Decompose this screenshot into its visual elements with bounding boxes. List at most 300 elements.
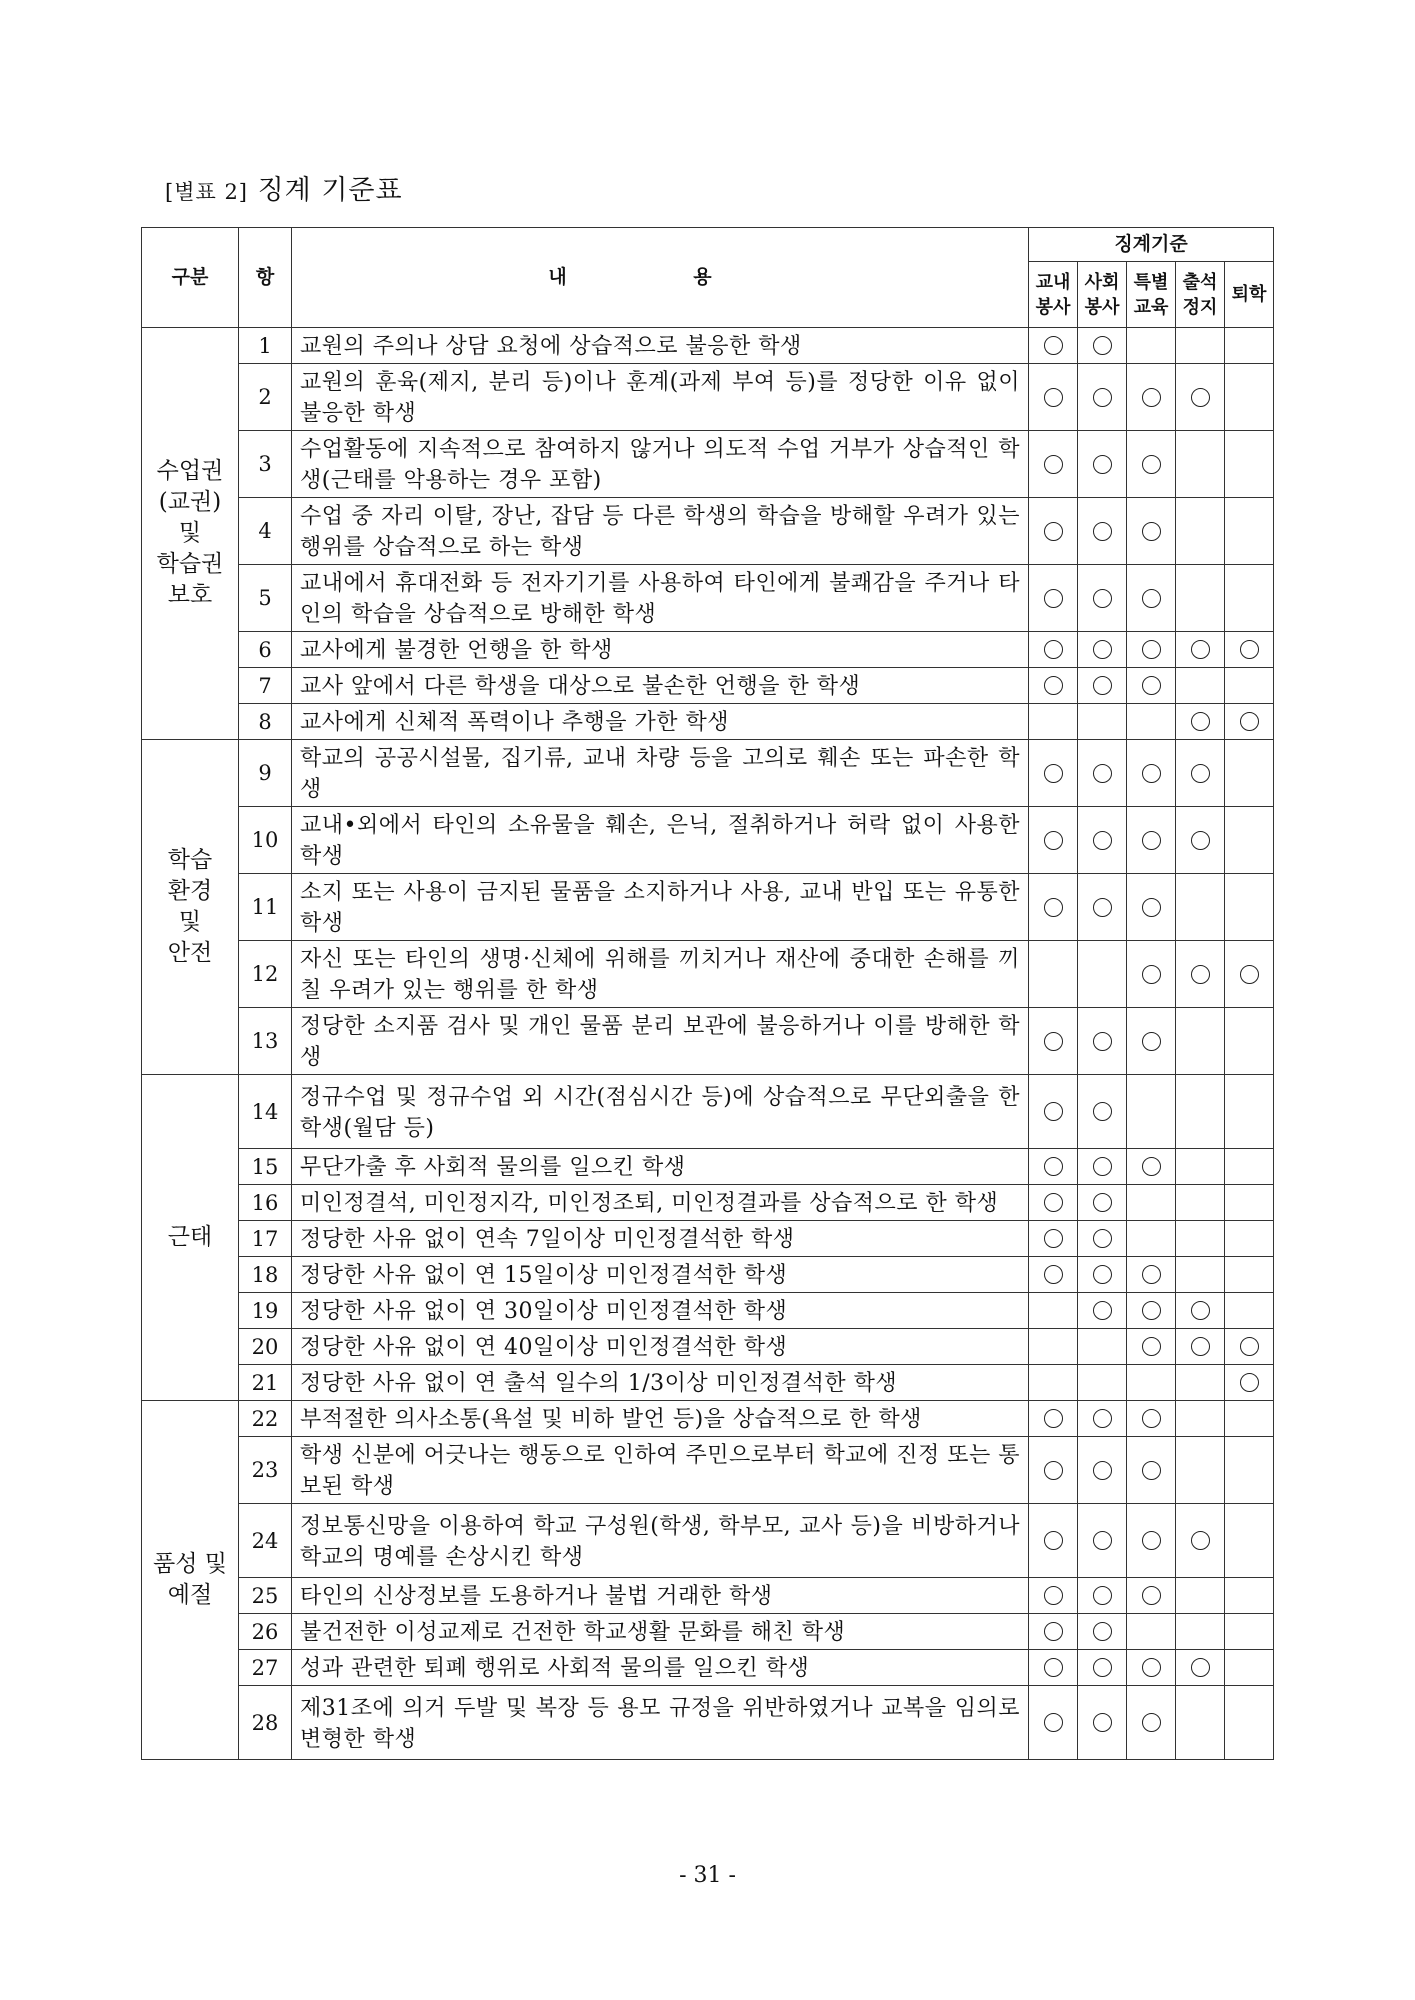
criteria-mark-cell — [1225, 1614, 1274, 1650]
criteria-mark-cell — [1078, 364, 1127, 431]
circle-mark-icon — [1044, 640, 1063, 659]
table-row — [142, 1149, 1274, 1185]
criteria-mark-cell — [1176, 1504, 1225, 1578]
item-number: 2 — [239, 364, 292, 431]
item-number: 10 — [239, 807, 292, 874]
criteria-mark-cell — [1225, 1221, 1274, 1257]
table-row — [142, 1185, 1274, 1221]
header-category: 구분 — [142, 228, 239, 328]
criteria-mark-cell — [1078, 328, 1127, 364]
criteria-mark-cell — [1029, 807, 1078, 874]
criteria-mark-cell — [1225, 1686, 1274, 1760]
circle-mark-icon — [1142, 1461, 1161, 1480]
criteria-mark-cell — [1176, 565, 1225, 632]
circle-mark-icon — [1191, 1531, 1210, 1550]
criteria-mark-cell — [1127, 1075, 1176, 1149]
criteria-mark-cell — [1029, 1401, 1078, 1437]
criteria-mark-cell — [1225, 1401, 1274, 1437]
criteria-mark-cell — [1225, 364, 1274, 431]
circle-mark-icon — [1044, 1461, 1063, 1480]
circle-mark-icon — [1044, 1622, 1063, 1641]
criteria-mark-cell — [1029, 1293, 1078, 1329]
criteria-mark-cell — [1225, 431, 1274, 498]
item-content: 수업 중 자리 이탈, 장난, 잡담 등 다른 학생의 학습을 방해할 우려가 있는 행위를 상습적으로 하는 학생 — [292, 498, 1029, 565]
criteria-mark-cell — [1029, 1650, 1078, 1686]
table-row — [142, 328, 1274, 364]
criteria-mark-cell — [1225, 874, 1274, 941]
criteria-mark-cell — [1127, 364, 1176, 431]
circle-mark-icon — [1093, 1157, 1112, 1176]
circle-mark-icon — [1142, 522, 1161, 541]
circle-mark-icon — [1093, 898, 1112, 917]
circle-mark-icon — [1142, 1586, 1161, 1605]
item-content: 교사에게 불경한 언행을 한 학생 — [292, 632, 1029, 668]
item-number: 3 — [239, 431, 292, 498]
circle-mark-icon — [1093, 336, 1112, 355]
item-number: 28 — [239, 1686, 292, 1760]
circle-mark-icon — [1093, 522, 1112, 541]
header-col-part: 봉사 — [1084, 296, 1120, 318]
item-content: 정당한 사유 없이 연속 7일이상 미인정결석한 학생 — [292, 1221, 1029, 1257]
criteria-mark-cell — [1225, 1650, 1274, 1686]
header-col-part: 퇴학 — [1231, 284, 1267, 305]
criteria-mark-cell — [1078, 632, 1127, 668]
criteria-mark-cell — [1078, 498, 1127, 565]
circle-mark-icon — [1142, 1409, 1161, 1428]
criteria-mark-cell — [1127, 1437, 1176, 1504]
circle-mark-icon — [1093, 640, 1112, 659]
item-number: 5 — [239, 565, 292, 632]
header-col-3 — [1127, 262, 1176, 328]
item-content: 교사에게 신체적 폭력이나 추행을 가한 학생 — [292, 704, 1029, 740]
circle-mark-icon — [1044, 1157, 1063, 1176]
category-line: 수업권 — [156, 458, 224, 484]
header-criteria: 징계기준 — [1029, 228, 1274, 262]
criteria-mark-cell — [1078, 1149, 1127, 1185]
circle-mark-icon — [1044, 1229, 1063, 1248]
criteria-mark-cell — [1127, 1008, 1176, 1075]
criteria-mark-cell — [1078, 1650, 1127, 1686]
criteria-mark-cell — [1078, 1401, 1127, 1437]
criteria-mark-cell — [1225, 632, 1274, 668]
criteria-mark-cell — [1029, 565, 1078, 632]
criteria-mark-cell — [1127, 807, 1176, 874]
criteria-mark-cell — [1176, 941, 1225, 1008]
item-content: 정규수업 및 정규수업 외 시간(점심시간 등)에 상습적으로 무단외출을 한 학생(월담 등) — [292, 1075, 1029, 1149]
item-content: 교원의 주의나 상담 요청에 상습적으로 불응한 학생 — [292, 328, 1029, 364]
table-row — [142, 1008, 1274, 1075]
criteria-mark-cell — [1029, 941, 1078, 1008]
criteria-mark-cell — [1225, 807, 1274, 874]
discipline-criteria-table — [141, 227, 1274, 1760]
circle-mark-icon — [1142, 764, 1161, 783]
item-content: 학교의 공공시설물, 집기류, 교내 차량 등을 고의로 훼손 또는 파손한 학생 — [292, 740, 1029, 807]
criteria-mark-cell — [1078, 1365, 1127, 1401]
circle-mark-icon — [1191, 388, 1210, 407]
circle-mark-icon — [1093, 1193, 1112, 1212]
circle-mark-icon — [1142, 1531, 1161, 1550]
table-row — [142, 941, 1274, 1008]
criteria-mark-cell — [1127, 1401, 1176, 1437]
circle-mark-icon — [1044, 388, 1063, 407]
item-content: 정보통신망을 이용하여 학교 구성원(학생, 학부모, 교사 등)을 비방하거나 학교의 명예를 손상시킨 학생 — [292, 1504, 1029, 1578]
table-row — [142, 1504, 1274, 1578]
circle-mark-icon — [1142, 676, 1161, 695]
criteria-mark-cell — [1078, 1185, 1127, 1221]
item-number: 4 — [239, 498, 292, 565]
criteria-mark-cell — [1176, 431, 1225, 498]
criteria-mark-cell — [1078, 1008, 1127, 1075]
header-col-part: 교육 — [1133, 296, 1169, 318]
circle-mark-icon — [1191, 640, 1210, 659]
circle-mark-icon — [1044, 1032, 1063, 1051]
header-col-part: 봉사 — [1035, 296, 1071, 318]
criteria-mark-cell — [1176, 1401, 1225, 1437]
criteria-mark-cell — [1078, 704, 1127, 740]
criteria-mark-cell — [1029, 431, 1078, 498]
circle-mark-icon — [1093, 831, 1112, 850]
category-line: (교권) — [158, 489, 222, 515]
item-content: 부적절한 의사소통(욕설 및 비하 발언 등)을 상습적으로 한 학생 — [292, 1401, 1029, 1437]
circle-mark-icon — [1093, 455, 1112, 474]
circle-mark-icon — [1093, 1586, 1112, 1605]
criteria-mark-cell — [1078, 1257, 1127, 1293]
criteria-mark-cell — [1176, 1650, 1225, 1686]
header-col-part: 사회 — [1084, 271, 1120, 293]
circle-mark-icon — [1240, 1337, 1259, 1356]
criteria-mark-cell — [1127, 328, 1176, 364]
item-number: 27 — [239, 1650, 292, 1686]
criteria-mark-cell — [1225, 1185, 1274, 1221]
criteria-mark-cell — [1176, 364, 1225, 431]
criteria-mark-cell — [1127, 874, 1176, 941]
circle-mark-icon — [1191, 764, 1210, 783]
circle-mark-icon — [1044, 1265, 1063, 1284]
criteria-mark-cell — [1225, 565, 1274, 632]
table-row — [142, 1650, 1274, 1686]
criteria-mark-cell — [1127, 740, 1176, 807]
category-line: 및 — [178, 520, 202, 546]
item-number: 26 — [239, 1614, 292, 1650]
criteria-mark-cell — [1078, 1221, 1127, 1257]
criteria-mark-cell — [1078, 431, 1127, 498]
criteria-mark-cell — [1127, 498, 1176, 565]
table-row — [142, 1578, 1274, 1614]
category-line: 안전 — [167, 940, 213, 966]
criteria-mark-cell — [1127, 1149, 1176, 1185]
criteria-mark-cell — [1127, 431, 1176, 498]
circle-mark-icon — [1142, 1032, 1161, 1051]
criteria-mark-cell — [1029, 1578, 1078, 1614]
criteria-mark-cell — [1029, 1221, 1078, 1257]
category-cell — [142, 328, 239, 740]
criteria-mark-cell — [1078, 740, 1127, 807]
circle-mark-icon — [1191, 1658, 1210, 1677]
criteria-mark-cell — [1127, 668, 1176, 704]
table-row — [142, 632, 1274, 668]
item-content: 교사 앞에서 다른 학생을 대상으로 불손한 언행을 한 학생 — [292, 668, 1029, 704]
header-item: 항 — [239, 228, 292, 328]
category-line: 보호 — [167, 582, 213, 608]
header-col-1 — [1029, 262, 1078, 328]
circle-mark-icon — [1093, 1301, 1112, 1320]
criteria-mark-cell — [1176, 498, 1225, 565]
circle-mark-icon — [1142, 1157, 1161, 1176]
criteria-mark-cell — [1225, 1365, 1274, 1401]
circle-mark-icon — [1240, 965, 1259, 984]
circle-mark-icon — [1093, 1658, 1112, 1677]
criteria-mark-cell — [1078, 1686, 1127, 1760]
item-number: 19 — [239, 1293, 292, 1329]
circle-mark-icon — [1093, 1265, 1112, 1284]
criteria-mark-cell — [1176, 740, 1225, 807]
circle-mark-icon — [1044, 1409, 1063, 1428]
item-number: 17 — [239, 1221, 292, 1257]
circle-mark-icon — [1142, 1301, 1161, 1320]
item-number: 22 — [239, 1401, 292, 1437]
item-number: 9 — [239, 740, 292, 807]
item-number: 18 — [239, 1257, 292, 1293]
table-row — [142, 1293, 1274, 1329]
criteria-mark-cell — [1127, 1650, 1176, 1686]
criteria-mark-cell — [1029, 498, 1078, 565]
criteria-mark-cell — [1225, 668, 1274, 704]
table-row — [142, 1686, 1274, 1760]
table-row — [142, 874, 1274, 941]
circle-mark-icon — [1240, 1373, 1259, 1392]
criteria-mark-cell — [1127, 565, 1176, 632]
criteria-mark-cell — [1225, 1008, 1274, 1075]
criteria-mark-cell — [1176, 1365, 1225, 1401]
criteria-mark-cell — [1176, 1686, 1225, 1760]
criteria-mark-cell — [1127, 1504, 1176, 1578]
circle-mark-icon — [1093, 1102, 1112, 1121]
circle-mark-icon — [1142, 1713, 1161, 1732]
circle-mark-icon — [1142, 898, 1161, 917]
header-col-2 — [1078, 262, 1127, 328]
criteria-mark-cell — [1176, 668, 1225, 704]
circle-mark-icon — [1044, 1658, 1063, 1677]
category-line: 환경 — [167, 878, 213, 904]
criteria-mark-cell — [1176, 874, 1225, 941]
header-col-part: 교내 — [1035, 271, 1071, 293]
category-line: 학습 — [167, 847, 213, 873]
table-row — [142, 1075, 1274, 1149]
criteria-mark-cell — [1176, 1008, 1225, 1075]
item-number: 16 — [239, 1185, 292, 1221]
criteria-mark-cell — [1078, 807, 1127, 874]
item-content: 교내에서 휴대전화 등 전자기기를 사용하여 타인에게 불쾌감을 주거나 타인의 학습을 상습적으로 방해한 학생 — [292, 565, 1029, 632]
item-content: 성과 관련한 퇴폐 행위로 사회적 물의를 일으킨 학생 — [292, 1650, 1029, 1686]
item-number: 7 — [239, 668, 292, 704]
item-content: 정당한 사유 없이 연 40일이상 미인정결석한 학생 — [292, 1329, 1029, 1365]
criteria-mark-cell — [1078, 1329, 1127, 1365]
criteria-mark-cell — [1029, 1257, 1078, 1293]
item-number: 25 — [239, 1578, 292, 1614]
header-col-part: 정지 — [1182, 296, 1218, 318]
criteria-mark-cell — [1176, 1257, 1225, 1293]
table-row — [142, 1257, 1274, 1293]
category-line: 예절 — [167, 1582, 213, 1608]
criteria-mark-cell — [1225, 941, 1274, 1008]
criteria-mark-cell — [1225, 498, 1274, 565]
item-content: 제31조에 의거 두발 및 복장 등 용모 규정을 위반하였거나 교복을 임의로 변형한 학생 — [292, 1686, 1029, 1760]
item-content: 무단가출 후 사회적 물의를 일으킨 학생 — [292, 1149, 1029, 1185]
circle-mark-icon — [1142, 831, 1161, 850]
criteria-mark-cell — [1127, 1614, 1176, 1650]
item-content: 교내•외에서 타인의 소유물을 훼손, 은닉, 절취하거나 허락 없이 사용한 학생 — [292, 807, 1029, 874]
criteria-mark-cell — [1029, 1437, 1078, 1504]
criteria-mark-cell — [1029, 1185, 1078, 1221]
item-number: 1 — [239, 328, 292, 364]
circle-mark-icon — [1044, 1531, 1063, 1550]
circle-mark-icon — [1093, 764, 1112, 783]
criteria-mark-cell — [1078, 1614, 1127, 1650]
category-cell — [142, 1075, 239, 1401]
criteria-mark-cell — [1176, 1329, 1225, 1365]
circle-mark-icon — [1142, 1658, 1161, 1677]
circle-mark-icon — [1044, 1193, 1063, 1212]
circle-mark-icon — [1093, 589, 1112, 608]
criteria-mark-cell — [1225, 1504, 1274, 1578]
criteria-mark-cell — [1127, 1257, 1176, 1293]
criteria-mark-cell — [1127, 1365, 1176, 1401]
circle-mark-icon — [1044, 898, 1063, 917]
criteria-mark-cell — [1127, 1686, 1176, 1760]
criteria-mark-cell — [1176, 1185, 1225, 1221]
criteria-mark-cell — [1029, 1329, 1078, 1365]
circle-mark-icon — [1093, 1409, 1112, 1428]
annex-label: [별표 2] — [165, 180, 248, 204]
criteria-mark-cell — [1029, 1365, 1078, 1401]
criteria-mark-cell — [1176, 704, 1225, 740]
circle-mark-icon — [1044, 1102, 1063, 1121]
criteria-mark-cell — [1078, 565, 1127, 632]
circle-mark-icon — [1044, 589, 1063, 608]
criteria-mark-cell — [1176, 1075, 1225, 1149]
category-line: 학습권 — [156, 551, 224, 577]
table-row — [142, 1221, 1274, 1257]
table-row — [142, 1437, 1274, 1504]
circle-mark-icon — [1044, 1713, 1063, 1732]
item-number: 14 — [239, 1075, 292, 1149]
table-row — [142, 498, 1274, 565]
criteria-mark-cell — [1225, 704, 1274, 740]
circle-mark-icon — [1142, 965, 1161, 984]
category-cell — [142, 1401, 239, 1760]
circle-mark-icon — [1142, 455, 1161, 474]
criteria-mark-cell — [1029, 740, 1078, 807]
criteria-mark-cell — [1029, 1686, 1078, 1760]
criteria-mark-cell — [1225, 328, 1274, 364]
header-content — [292, 228, 1029, 328]
item-number: 24 — [239, 1504, 292, 1578]
criteria-mark-cell — [1029, 1008, 1078, 1075]
circle-mark-icon — [1044, 1586, 1063, 1605]
header-col-4 — [1176, 262, 1225, 328]
criteria-mark-cell — [1127, 704, 1176, 740]
table-row — [142, 364, 1274, 431]
page-number: - 31 - — [679, 1863, 736, 1888]
circle-mark-icon — [1044, 336, 1063, 355]
item-content: 정당한 사유 없이 연 출석 일수의 1/3이상 미인정결석한 학생 — [292, 1365, 1029, 1401]
table-row — [142, 740, 1274, 807]
criteria-mark-cell — [1078, 1578, 1127, 1614]
item-number: 11 — [239, 874, 292, 941]
category-line: 품성 및 — [153, 1551, 227, 1577]
criteria-mark-cell — [1078, 1293, 1127, 1329]
circle-mark-icon — [1044, 676, 1063, 695]
criteria-mark-cell — [1225, 1329, 1274, 1365]
circle-mark-icon — [1142, 1265, 1161, 1284]
circle-mark-icon — [1191, 1301, 1210, 1320]
criteria-mark-cell — [1176, 1578, 1225, 1614]
criteria-mark-cell — [1176, 1614, 1225, 1650]
item-number: 20 — [239, 1329, 292, 1365]
criteria-mark-cell — [1029, 1614, 1078, 1650]
item-content: 정당한 사유 없이 연 15일이상 미인정결석한 학생 — [292, 1257, 1029, 1293]
circle-mark-icon — [1093, 1531, 1112, 1550]
circle-mark-icon — [1093, 1622, 1112, 1641]
table-row — [142, 668, 1274, 704]
criteria-mark-cell — [1029, 874, 1078, 941]
criteria-mark-cell — [1078, 1075, 1127, 1149]
criteria-mark-cell — [1029, 632, 1078, 668]
item-content: 타인의 신상정보를 도용하거나 불법 거래한 학생 — [292, 1578, 1029, 1614]
circle-mark-icon — [1093, 1229, 1112, 1248]
table-row — [142, 1401, 1274, 1437]
item-number: 23 — [239, 1437, 292, 1504]
criteria-mark-cell — [1029, 328, 1078, 364]
item-content: 정당한 사유 없이 연 30일이상 미인정결석한 학생 — [292, 1293, 1029, 1329]
criteria-mark-cell — [1176, 1293, 1225, 1329]
criteria-mark-cell — [1127, 1329, 1176, 1365]
circle-mark-icon — [1191, 1337, 1210, 1356]
item-content: 불건전한 이성교제로 건전한 학교생활 문화를 해친 학생 — [292, 1614, 1029, 1650]
criteria-mark-cell — [1127, 1185, 1176, 1221]
criteria-mark-cell — [1225, 1437, 1274, 1504]
item-content: 소지 또는 사용이 금지된 물품을 소지하거나 사용, 교내 반입 또는 유통한 학생 — [292, 874, 1029, 941]
item-content: 자신 또는 타인의 생명·신체에 위해를 끼치거나 재산에 중대한 손해를 끼칠 우려가 있는 행위를 한 학생 — [292, 941, 1029, 1008]
criteria-mark-cell — [1225, 1257, 1274, 1293]
header-col-part: 특별 — [1133, 271, 1169, 293]
criteria-mark-cell — [1078, 1504, 1127, 1578]
circle-mark-icon — [1191, 965, 1210, 984]
criteria-mark-cell — [1176, 1437, 1225, 1504]
criteria-mark-cell — [1029, 668, 1078, 704]
circle-mark-icon — [1044, 455, 1063, 474]
circle-mark-icon — [1142, 388, 1161, 407]
table-row — [142, 807, 1274, 874]
table-row — [142, 1614, 1274, 1650]
circle-mark-icon — [1142, 1337, 1161, 1356]
circle-mark-icon — [1240, 640, 1259, 659]
item-number: 13 — [239, 1008, 292, 1075]
criteria-mark-cell — [1225, 1293, 1274, 1329]
circle-mark-icon — [1093, 1713, 1112, 1732]
header-content-label: 내 용 — [548, 266, 772, 288]
item-content: 학생 신분에 어긋나는 행동으로 인하여 주민으로부터 학교에 진정 또는 통보된 학생 — [292, 1437, 1029, 1504]
criteria-mark-cell — [1176, 1149, 1225, 1185]
header-col-5 — [1225, 262, 1274, 328]
circle-mark-icon — [1240, 712, 1259, 731]
page-title — [165, 168, 403, 207]
circle-mark-icon — [1191, 831, 1210, 850]
table-row — [142, 431, 1274, 498]
category-line: 근태 — [167, 1224, 213, 1250]
title-text: 징계 기준표 — [257, 175, 403, 206]
circle-mark-icon — [1044, 831, 1063, 850]
